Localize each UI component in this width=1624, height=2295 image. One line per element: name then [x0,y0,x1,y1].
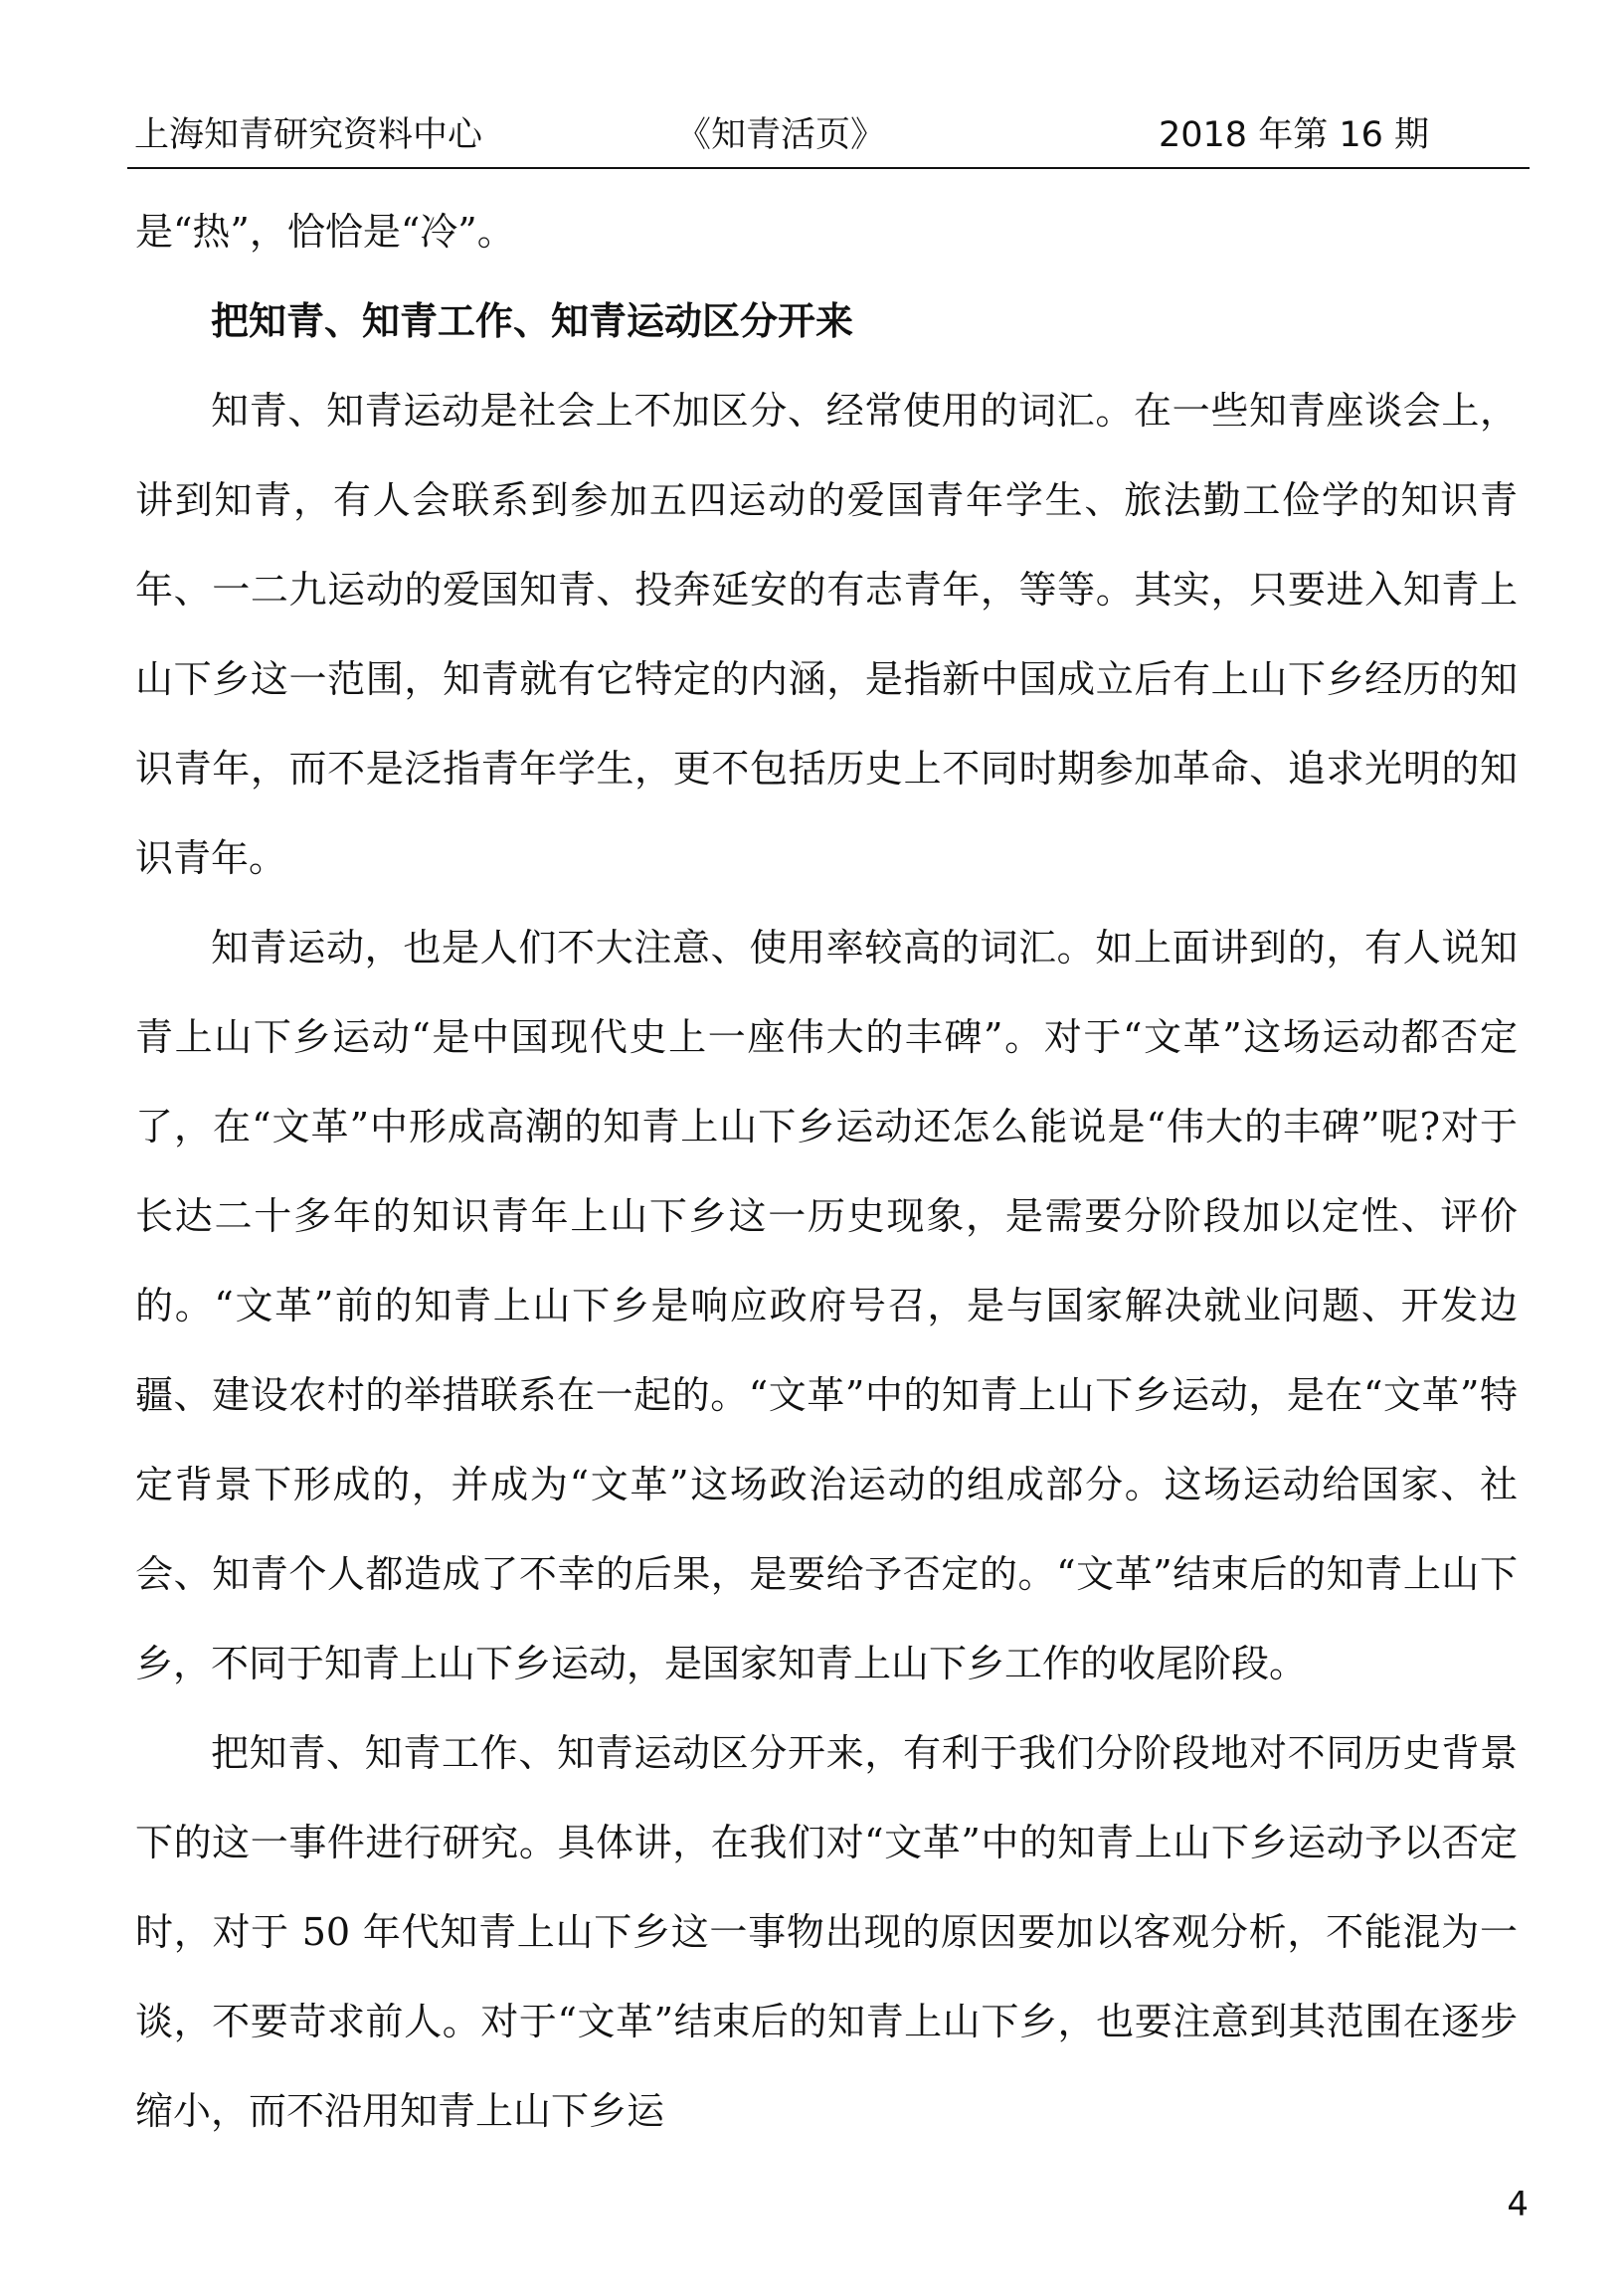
paragraph: 知青运动，也是人们不大注意、使用率较高的词汇。如上面讲到的，有人说知青上山下乡运动“是中国现代史上一座伟大的丰碑”。对于“文革”这场运动都否定了，在“文革”中形成高潮的知青上山下乡运动还怎么能说是“伟大的丰碑”呢?对于长达二十多年的知识青年上山下乡这一历史现象，是需要分阶段加以定性、评价的。“文革”前的知青上山下乡是响应政府号召，是与国家解决就业问题、开发边疆、建设农村的举措联系在一起的。“文革”中的知青上山下乡运动，是在“文革”特定背景下形成的，并成为“文革”这场政治运动的组成部分。这场运动给国家、社会、知青个人都造成了不幸的后果，是要给予否定的。“文革”结束后的知青上山下乡，不同于知青上山下乡运动，是国家知青上山下乡工作的收尾阶段。 [135,926,1518,1685]
paragraph: 知青、知青运动是社会上不加区分、经常使用的词汇。在一些知青座谈会上，讲到知青，有人会联系到参加五四运动的爱国青年学生、旅法勤工俭学的知识青年、一二九运动的爱国知青、投奔延安的有志青年，等等。其实，只要进入知青上山下乡这一范围，知青就有它特定的内涵，是指新中国成立后有上山下乡经历的知识青年，而不是泛指青年学生，更不包括历史上不同时期参加革命、追求光明的知识青年。 [135,389,1518,880]
page-number: 4 [1507,2185,1529,2224]
header-divider [127,167,1530,169]
header-publisher: 上海知青研究资料中心 [134,115,483,155]
header-issue: 2018 年第 16 期 [1159,115,1429,155]
page-header [134,107,1527,163]
continuation-line: 是“热”，恰恰是“冷”。 [135,210,515,254]
header-publication-title: 《知青活页》 [676,115,886,155]
article-body [135,187,1518,2156]
paragraph: 把知青、知青工作、知青运动区分开来，有利于我们分阶段地对不同历史背景下的这一事件进行研究。具体讲，在我们对“文革”中的知青上山下乡运动予以否定时，对于 50 年代知青上山下乡这一事物出现的原因要加以客观分析，不能混为一谈，不要苛求前人。对于“文革”结束后的知青上山下乡，也要注意到其范围在逐步缩小，而不沿用知青上山下乡运 [135,1731,1518,2133]
section-heading: 把知青、知青工作、知青运动区分开来 [211,299,854,343]
